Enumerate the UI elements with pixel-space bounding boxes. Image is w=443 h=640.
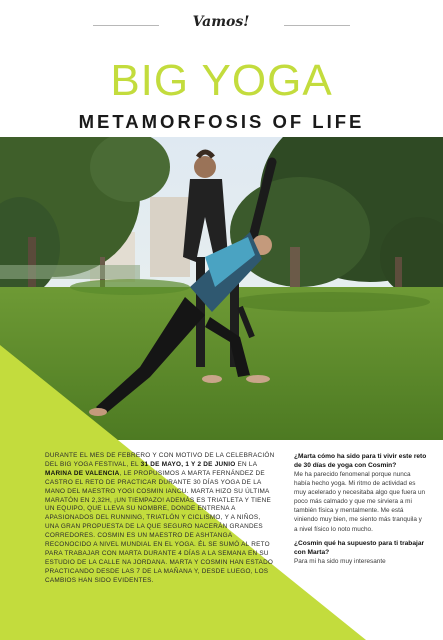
article-intro [45, 452, 275, 586]
interview-answer: Para mi ha sido muy interesante [294, 557, 386, 565]
interview-column [294, 452, 427, 571]
interview-answer: Me ha parecido fenomenal porque nunca había hecho yoga. Mi ritmo de actividad es muy acelerado y necesitaba algo que fuera un poco más calmado y que me sirviera a mi también física y mentalmente. Me está viniendo muy bien, me siento más tranquila y a nivel físico lo noto mucho. [294, 471, 426, 533]
interview-question: ¿Marta cómo ha sido para ti vivir este reto de 30 días de yoga con Cosmin? [294, 453, 427, 469]
section-label: Vamos! [192, 14, 250, 30]
interview-question: ¿Cosmin qué ha supuesto para ti trabajar con Marta? [294, 539, 425, 556]
header-rule-left [93, 25, 159, 26]
intro-text-3: , LE PROPUSIMOS A MARTA FERNÁNDEZ DE CASTRO EL RETO DE PRACTICAR DURANTE 30 DÍAS YOGA DE LA MANO DEL MAESTRO YOGI COSMIN IANCU. MARTA HIZO SU ÚLTIMA MARATÓN EN 2,32H, ¡UN TIEMPAZO! ADEMÁS ES TRIATLETA Y TIENE UN EQUIPO, QUE LLEVA SU NOMBRE, DONDE ENTRENA A APASIONADOS DEL RUNNING, TRIATLÓN Y CICLISMO, Y A NIÑOS, UNA GRAN PROPUESTA DE LA QUE SEGURO NACERÁN GRANDES CORREDORES. COSMIN ES UN MAESTRO DE ASHTANGA RECONOCIDO A NIVEL MUNDIAL EN EL YOGA. ÉL SE SUMÓ AL RETO PARA TRABAJAR CON MARTA DURANTE 4 DÍAS A LA SEMANA EN SU ESTUDIO DE LA CALLE NA JORDANA. MARTA Y COSMIN HAN ESTADO PRACTICANDO DESDE LAS 7 DE LA MAÑANA Y, DESDE LUEGO, LOS CAMBIOS HAN SIDO EVIDENTES. [45, 469, 274, 584]
intro-text-1: DURANTE EL MES DE FEBRERO Y CON MOTIVO DE LA CELEBRACIÓN DEL BIG YOGA FESTIVAL, EL [45, 452, 275, 468]
event-dates: 31 DE MAYO, 1 Y 2 DE JUNIO [140, 460, 236, 468]
event-venue: MARINA DE VALENCIA [45, 469, 120, 477]
intro-text-2: EN LA [235, 460, 257, 468]
header-rule-right [284, 25, 350, 26]
article-subtitle: METAMORFOSIS OF LIFE [78, 111, 365, 132]
article-title: BIG YOGA [110, 56, 333, 105]
